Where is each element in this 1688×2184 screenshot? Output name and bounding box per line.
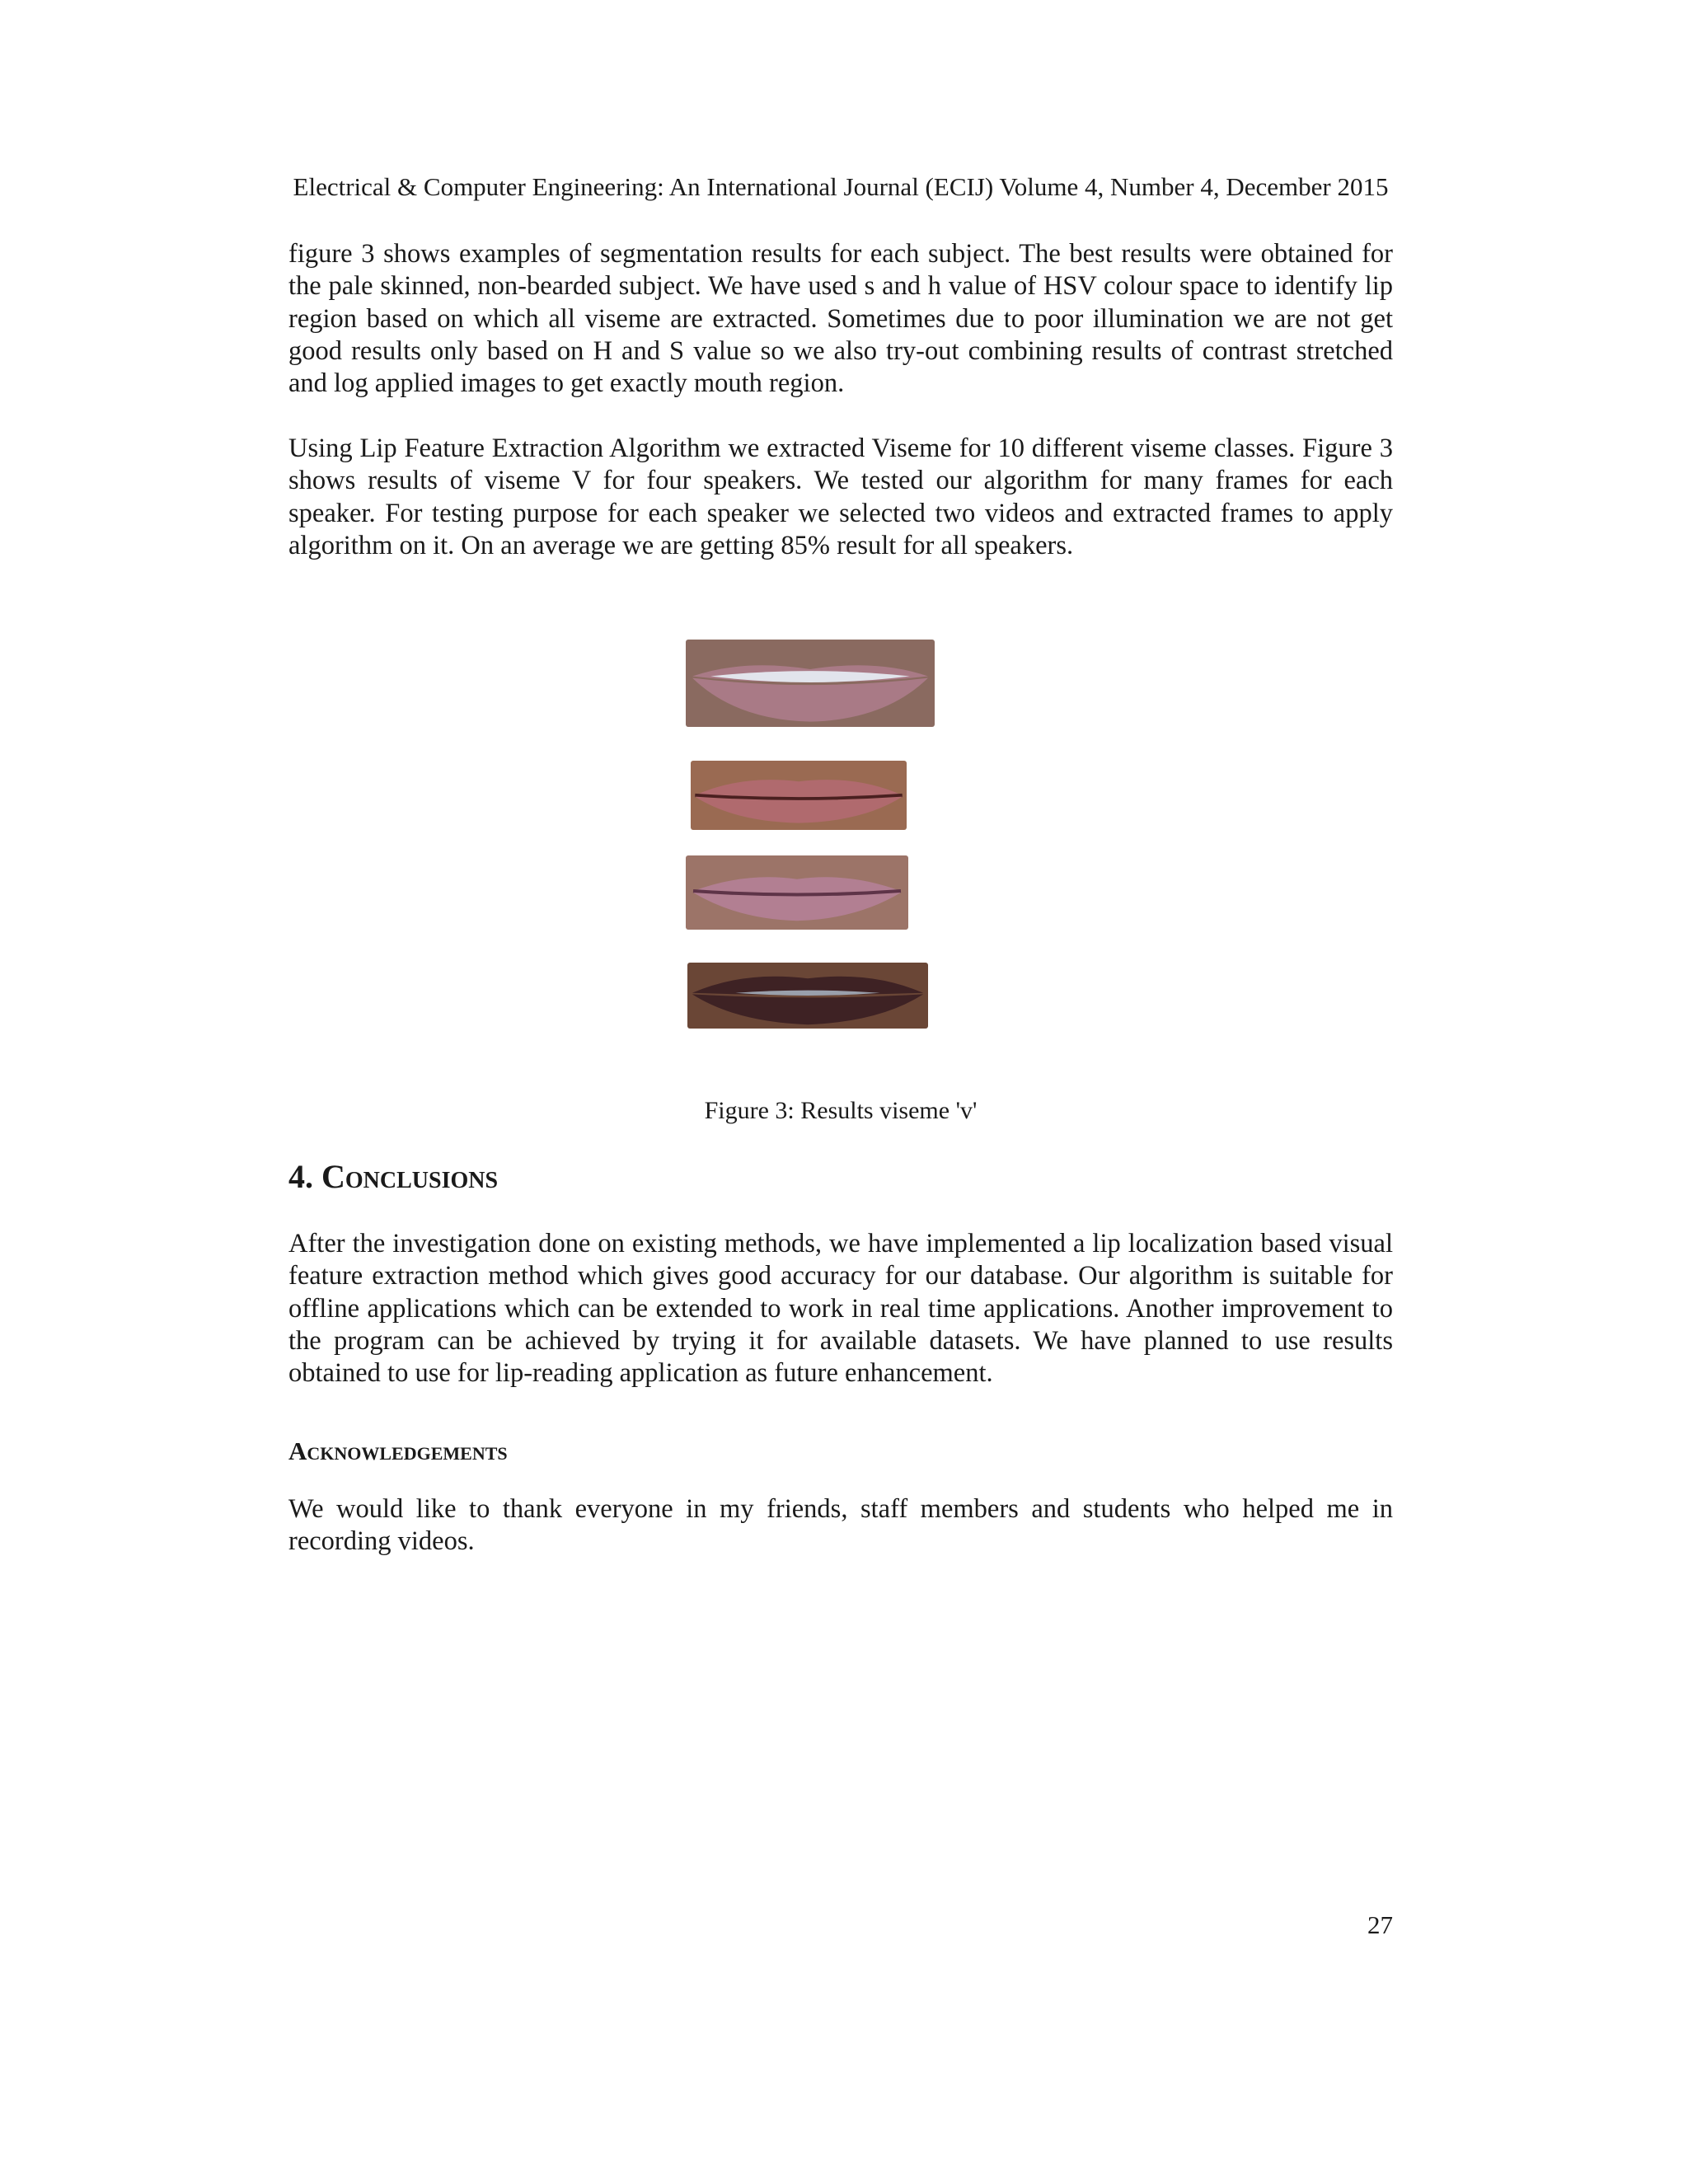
running-header: Electrical & Computer Engineering: An International Journal (ECIJ) Volume 4, Number 4, December 2015 bbox=[293, 172, 1389, 201]
body-paragraph-2: Using Lip Feature Extraction Algorithm we extracted Viseme for 10 different viseme classes. Figure 3 shows results of viseme V for four speakers. We tested our algorithm for many frames for each speaker. For testing purpose for each speaker we selected two videos and extracted frames to apply algorithm on it. On an average we are getting 85% result for all speakers. bbox=[288, 434, 1393, 560]
figure-caption: Figure 3: Results viseme 'v' bbox=[704, 1097, 978, 1124]
lip-image-speaker-2 bbox=[691, 761, 907, 830]
body-paragraph-1: figure 3 shows examples of segmentation results for each subject. The best results were obtained for the pale skinned, non-bearded subject. We have used s and h value of HSV colour space to identify lip region based on which all viseme are extracted. Sometimes due to poor illumination we are not get good results only based on H and S value so we also try-out combining results of contrast stretched and log applied images to get exactly mouth region. bbox=[288, 239, 1393, 399]
conclusions-paragraph: After the investigation done on existing methods, we have implemented a lip localization based visual feature extraction method which gives good accuracy for our database. Our algorithm is suitable for offline applications which can be extended to work in real time applications. Another improvement to the program can be achieved by trying it for available datasets. We have planned to use results obtained to use for lip-reading application as future enhancement. bbox=[288, 1229, 1393, 1389]
section-heading-acknowledgements: Acknowledgements bbox=[288, 1436, 508, 1465]
figure-3-lip-images bbox=[620, 635, 982, 1038]
lip-image-speaker-4 bbox=[687, 963, 928, 1029]
acknowledgements-paragraph: We would like to thank everyone in my friends, staff members and students who helped me in recording videos. bbox=[288, 1494, 1393, 1557]
section-heading-conclusions: 4. Conclusions bbox=[288, 1158, 499, 1195]
page-number: 27 bbox=[1367, 1910, 1393, 1939]
lip-image-speaker-1 bbox=[686, 640, 935, 727]
lip-image-speaker-3 bbox=[686, 855, 908, 930]
